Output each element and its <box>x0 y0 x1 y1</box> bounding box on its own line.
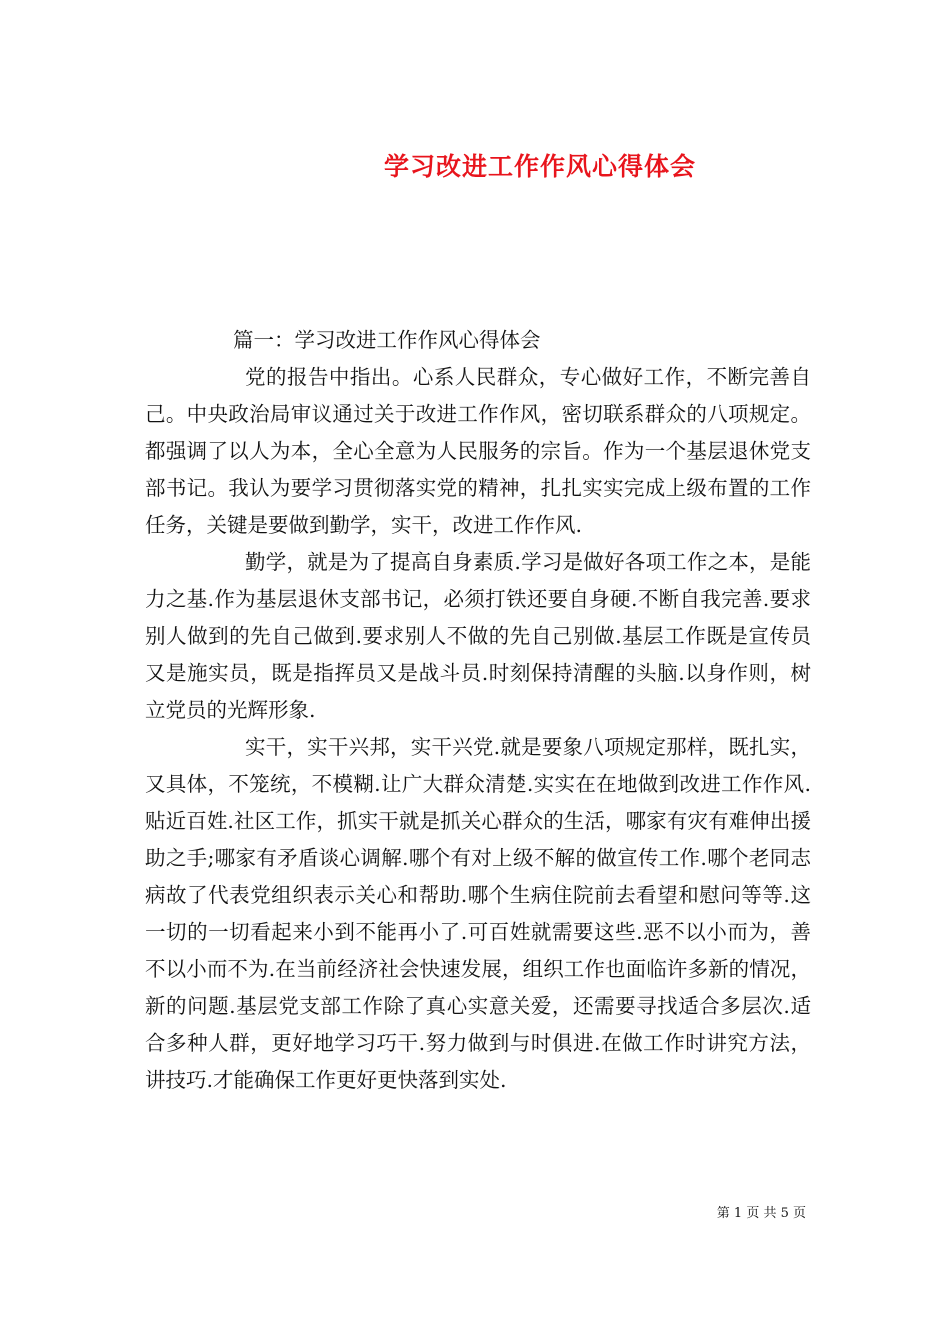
paragraph-intro: 党的报告中指出。心系人民群众，专心做好工作，不断完善自己。中央政治局审议通过关于改进工作作风，密切联系群众的八项规定。都强调了以人为本，全心全意为人民服务的宗旨。作为一个基层退休党支部书记。我认为要学习贯彻落实党的精神，扎扎实实完成上级布置的工作任务，关键是要做到勤学，实干，改进工作作风. <box>145 365 811 537</box>
section-heading: 篇一：学习改进工作作风心得体会 <box>233 328 541 352</box>
page-number: 第 1 页 共 5 页 <box>716 1206 806 1221</box>
document-title: 学习改进工作作风心得体会 <box>383 151 696 181</box>
paragraph-practice: 实干，实干兴邦，实干兴党.就是要象八项规定那样，既扎实，又具体，不笼统，不模糊.让广大群众清楚.实实在在地做到改进工作作风.贴近百姓.社区工作，抓实干就是抓关心群众的生活，哪家有灾有难伸出援助之手;哪家有矛盾谈心调解.哪个有对上级不解的做宣传工作.哪个老同志病故了代表党组织表示关心和帮助.哪个生病住院前去看望和慰问等等.这一切的一切看起来小到不能再小了.可百姓就需要这些.恶不以小而为，善不以小而不为.在当前经济社会快速发展，组织工作也面临许多新的情况，新的问题.基层党支部工作除了真心实意关爱，还需要寻找适合多层次.适合多种人群，更好地学习巧干.努力做到与时俱进.在做工作时讲究方法，讲技巧.才能确保工作更好更快落到实处. <box>145 735 811 1092</box>
document-body <box>145 322 811 1099</box>
paragraph-study: 勤学，就是为了提高自身素质.学习是做好各项工作之本，是能力之基.作为基层退休支部书记，必须打铁还要自身硬.不断自我完善.要求别人做到的先自己做到.要求别人不做的先自己别做.基层工作既是宣传员又是施实员，既是指挥员又是战斗员.时刻保持清醒的头脑.以身作则，树立党员的光辉形象. <box>145 550 811 722</box>
